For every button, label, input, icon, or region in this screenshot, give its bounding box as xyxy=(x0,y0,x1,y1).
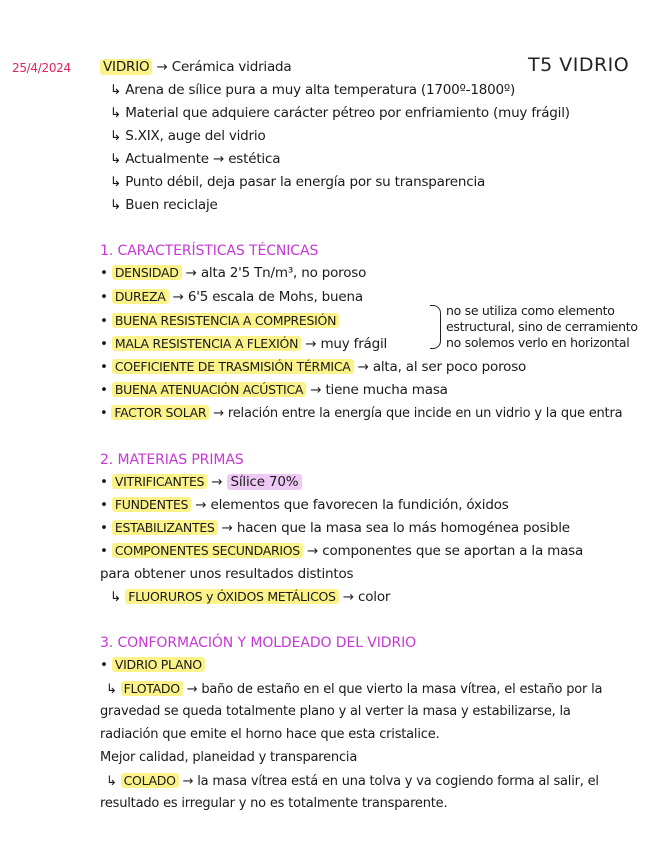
section-heading: 1. CARACTERÍSTICAS TÉCNICAS xyxy=(100,243,319,259)
characteristic-item: • BUENA RESISTENCIA A COMPRESIÓN xyxy=(100,312,339,330)
arrow-icon: → xyxy=(186,682,198,697)
sub-arrow-icon: ↳ xyxy=(110,174,126,190)
sub-arrow-icon: ↳ xyxy=(110,197,126,213)
arrow-icon: → xyxy=(213,406,224,421)
raw-material-continuation: para obtener unos resultados distintos xyxy=(100,566,354,582)
characteristic-item: • DUREZA → 6'5 escala de Mohs, buena xyxy=(100,289,363,305)
intro-bullet: ↳ Punto débil, deja pasar la energía por su transparencia xyxy=(110,174,486,190)
arrow-icon: → xyxy=(156,59,168,75)
intro-bullet: ↳ S.XIX, auge del vidrio xyxy=(110,128,266,144)
colado-line: ↳ COLADO → la masa vítrea está en una tolva y va cogiendo forma al salir, el xyxy=(106,773,599,789)
intro-bullet: ↳ Material que adquiere carácter pétreo por enfriamiento (muy frágil) xyxy=(110,105,570,121)
section-heading: 3. CONFORMACIÓN Y MOLDEADO DEL VIDRIO xyxy=(100,635,417,651)
arrow-icon: → xyxy=(172,289,184,305)
intro-bullet: ↳ Actualmente → estética xyxy=(110,151,281,167)
arrow-icon: → xyxy=(182,774,194,789)
intro-line xyxy=(100,58,292,76)
brace-mark xyxy=(430,305,441,349)
forming-item: • VIDRIO PLANO xyxy=(100,656,205,674)
arrow-icon: → xyxy=(211,474,223,490)
section-heading: 2. MATERIAS PRIMAS xyxy=(100,452,244,468)
characteristic-item: • BUENA ATENUACIÓN ACÚSTICA → tiene mucha masa xyxy=(100,382,448,398)
arrow-icon: → xyxy=(307,543,319,559)
raw-material-item: • FUNDENTES → elementos que favorecen la fundición, óxidos xyxy=(100,497,509,513)
flotado-line: radiación que emite el horno hace que esta cristalice. xyxy=(100,727,440,742)
arrow-icon: → xyxy=(357,359,369,375)
sub-arrow-icon: ↳ xyxy=(106,774,121,789)
intro-bullet: ↳ Arena de sílice pura a muy alta temperatura (1700º-1800º) xyxy=(110,82,516,98)
characteristic-item: • MALA RESISTENCIA A FLEXIÓN → muy frágil xyxy=(100,336,388,352)
arrow-icon: → xyxy=(221,520,233,536)
intro-bullet: ↳ Buen reciclaje xyxy=(110,197,218,213)
flotado-line: ↳ FLOTADO → baño de estaño en el que vierto la masa vítrea, el estaño por la xyxy=(106,681,603,697)
sub-arrow-icon: ↳ xyxy=(110,589,126,605)
arrow-icon: → xyxy=(185,265,197,281)
colado-line: resultado es irregular y no es totalmente transparente. xyxy=(100,796,448,811)
arrow-icon: → xyxy=(342,589,354,605)
sub-arrow-icon: ↳ xyxy=(106,682,121,697)
side-note-line: no solemos verlo en horizontal xyxy=(446,335,630,350)
sub-arrow-icon: ↳ xyxy=(110,151,126,167)
flotado-line: Mejor calidad, planeidad y transparencia xyxy=(100,750,358,765)
intro-term: VIDRIO xyxy=(100,59,152,75)
side-note-line: no se utiliza como elemento xyxy=(446,303,615,318)
characteristic-item: • FACTOR SOLAR → relación entre la energía que incide en un vidrio y la que entra xyxy=(100,405,623,421)
sub-arrow-icon: ↳ xyxy=(110,105,126,121)
intro-definition: Cerámica vidriada xyxy=(171,59,292,75)
raw-material-item: • VITRIFICANTES → Sílice 70% xyxy=(100,473,302,491)
arrow-icon: → xyxy=(305,336,317,352)
raw-material-item: • ESTABILIZANTES → hacen que la masa sea lo más homogénea posible xyxy=(100,520,570,536)
characteristic-item: • COEFICIENTE DE TRASMISIÓN TÉRMICA → alta, al ser poco poroso xyxy=(100,359,527,375)
characteristic-item: • DENSIDAD → alta 2'5 Tn/m³, no poroso xyxy=(100,265,367,281)
arrow-icon: → xyxy=(310,382,322,398)
date-label: 25/4/2024 xyxy=(12,61,71,75)
side-note-line: estructural, sino de cerramiento xyxy=(446,319,638,334)
sub-arrow-icon: ↳ xyxy=(110,128,126,144)
flotado-line: gravedad se queda totalmente plano y al verter la masa y estabilizarse, la xyxy=(100,704,571,719)
sub-arrow-icon: ↳ xyxy=(110,82,126,98)
arrow-icon: → xyxy=(195,497,207,513)
raw-material-item: • COMPONENTES SECUNDARIOS → componentes que se aportan a la masa xyxy=(100,543,584,559)
page-title: T5 VIDRIO xyxy=(528,54,630,76)
raw-material-subitem: ↳ FLUORUROS y ÓXIDOS METÁLICOS → color xyxy=(110,589,391,605)
